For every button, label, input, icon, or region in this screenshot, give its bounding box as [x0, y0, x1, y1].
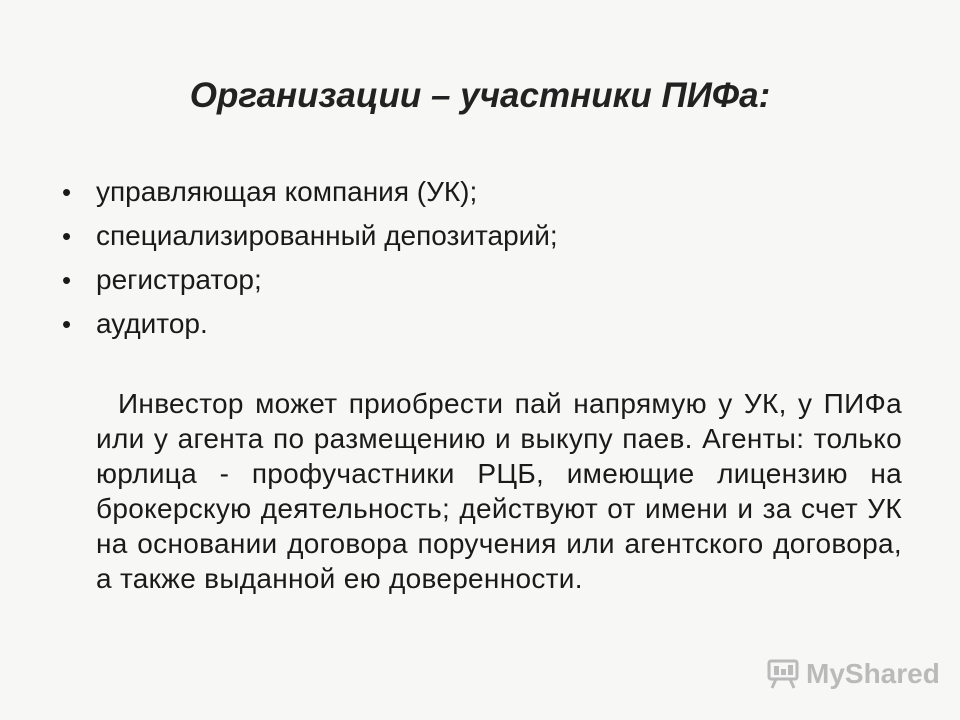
list-item-text: регистратор;	[96, 264, 262, 295]
bullet-icon: •	[62, 221, 72, 251]
watermark-text: MyShared	[806, 658, 940, 689]
investor-paragraph: Инвестор может приобрести пай напрямую у УК, у ПИФа или у агента по размещению и выкупу паев. Агенты: только юрлица - профучастники РЦБ, имеющие лицензию на брокерскую деятельность; действуют от имени и за счет УК на основании договора поручения или агентского договора, а также выданной ею доверенности.	[96, 388, 902, 594]
list-item-text: специализированный депозитарий;	[96, 220, 558, 251]
list-item	[60, 214, 558, 258]
list-item	[60, 302, 558, 346]
list-item	[60, 170, 558, 214]
bullet-icon: •	[62, 177, 72, 207]
list-item-text: управляющая компания (УК);	[96, 176, 478, 207]
bullet-icon: •	[62, 265, 72, 295]
bullet-icon: •	[62, 309, 72, 339]
list-item	[60, 258, 558, 302]
presentation-board-icon	[766, 658, 800, 690]
list-item-text: аудитор.	[96, 308, 208, 339]
myshared-watermark	[766, 654, 940, 694]
slide-title: Организации – участники ПИФа:	[189, 76, 771, 115]
participants-list	[60, 170, 558, 346]
